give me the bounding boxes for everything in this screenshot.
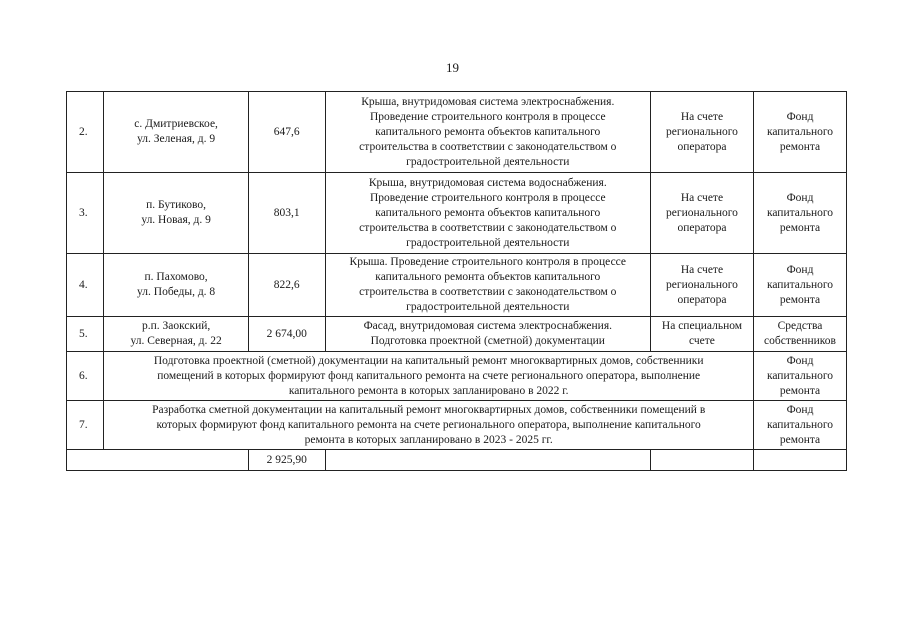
area-cell: 2 674,00 xyxy=(248,317,325,352)
work-description-cell: Фасад, внутридомовая система электроснабжения. Подготовка проектной (сметной) документации xyxy=(325,317,650,352)
work-description-cell: Разработка сметной документации на капитальный ремонт многоквартирных домов, собственники помещений в которых формируют фонд капитального ремонта на счете регионального оператора, выполнение капитального ремонта в которых запланировано в 2023 - 2025 гг. xyxy=(104,401,754,450)
funding-source-cell: Средства собственников xyxy=(754,317,847,352)
area-cell: 647,6 xyxy=(248,92,325,173)
account-type-cell: На счете регионального оператора xyxy=(650,254,753,317)
row-number: 4. xyxy=(67,254,104,317)
table-row xyxy=(67,352,847,401)
row-number: 2. xyxy=(67,92,104,173)
empty-cell xyxy=(325,450,650,471)
address-cell: п. Пахомово, ул. Победы, д. 8 xyxy=(104,254,248,317)
area-cell: 803,1 xyxy=(248,173,325,254)
empty-cell xyxy=(650,450,753,471)
table-row xyxy=(67,317,847,352)
work-description-cell: Подготовка проектной (сметной) документации на капитальный ремонт многоквартирных домов, собственники помещений в которых формируют фонд капитального ремонта на счете регионального оператора, выполнение капитального ремонта в которых запланировано в 2022 г. xyxy=(104,352,754,401)
account-type-cell: На счете регионального оператора xyxy=(650,173,753,254)
table-row xyxy=(67,254,847,317)
work-description-cell: Крыша. Проведение строительного контроля в процессе капитального ремонта объектов капитального строительства в соответствии с законодательством о градостроительной деятельности xyxy=(325,254,650,317)
funding-source-cell: Фонд капитального ремонта xyxy=(754,352,847,401)
repair-table xyxy=(66,91,847,471)
address-cell: с. Дмитриевское, ул. Зеленая, д. 9 xyxy=(104,92,248,173)
funding-source-cell: Фонд капитального ремонта xyxy=(754,401,847,450)
page-number: 19 xyxy=(446,60,459,75)
work-description-cell: Крыша, внутридомовая система водоснабжения. Проведение строительного контроля в процессе капитального ремонта объектов капитального строительства в соответствии с законодательством о градостроительной деятельности xyxy=(325,173,650,254)
total-row xyxy=(67,450,847,471)
row-number: 7. xyxy=(67,401,104,450)
table-row xyxy=(67,173,847,254)
funding-source-cell: Фонд капитального ремонта xyxy=(754,92,847,173)
address-cell: п. Бутиково, ул. Новая, д. 9 xyxy=(104,173,248,254)
funding-source-cell: Фонд капитального ремонта xyxy=(754,254,847,317)
row-number: 5. xyxy=(67,317,104,352)
area-cell: 822,6 xyxy=(248,254,325,317)
empty-cell xyxy=(754,450,847,471)
work-description-cell: Крыша, внутридомовая система электроснабжения. Проведение строительного контроля в процессе капитального ремонта объектов капитального строительства в соответствии с законодательством о градостроительной деятельности xyxy=(325,92,650,173)
account-type-cell: На счете регионального оператора xyxy=(650,92,753,173)
row-number: 3. xyxy=(67,173,104,254)
account-type-cell: На специальном счете xyxy=(650,317,753,352)
funding-source-cell: Фонд капитального ремонта xyxy=(754,173,847,254)
table-row xyxy=(67,92,847,173)
address-cell: р.п. Заокский, ул. Северная, д. 22 xyxy=(104,317,248,352)
row-number: 6. xyxy=(67,352,104,401)
table-row xyxy=(67,401,847,450)
total-area-cell: 2 925,90 xyxy=(248,450,325,471)
total-label-cell xyxy=(67,450,249,471)
